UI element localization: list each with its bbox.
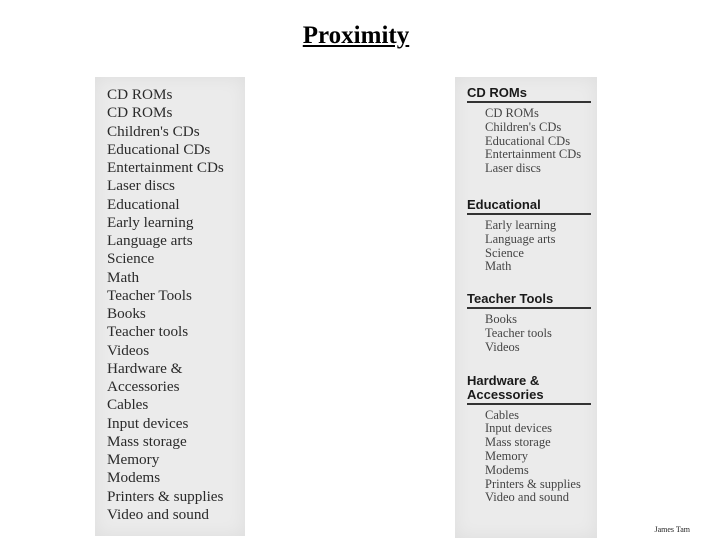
flat-menu-item: Laser discs [107,177,175,195]
group-item: Mass storage [485,435,551,450]
group-item: Laser discs [485,161,541,176]
group-heading: Educational [467,198,591,215]
group-heading: Hardware & Accessories [467,374,591,405]
group-item: Printers & supplies [485,476,581,491]
flat-menu-item: Teacher Tools [107,286,192,304]
group-item: Early learning [485,217,557,232]
flat-menu-item: Entertainment CDs [107,159,224,176]
flat-menu-item: Children's CDs [107,122,200,140]
flat-menu-item: Educational [107,195,180,213]
flat-menu-item: Memory [107,451,160,468]
group-items [465,107,597,176]
group-item: Cables [485,407,520,422]
group-items [465,409,597,506]
flat-menu-item: Books [107,305,146,322]
flat-menu-item: Math [107,268,140,286]
flat-menu-item: CD ROMs [107,104,173,122]
group-item: Educational CDs [485,133,571,148]
menu-group-hardware [455,355,597,506]
group-heading: CD ROMs [467,86,591,103]
group-heading: Teacher Tools [467,292,591,309]
flat-menu-scan [95,77,245,536]
flat-menu-item: Printers & supplies [107,487,224,505]
menu-group-cd-roms [455,77,597,176]
author-credit: James Tam [654,525,690,534]
group-item: Teacher tools [485,325,552,340]
group-items [465,219,597,274]
group-item: Science [485,245,524,260]
slide-title: Proximity [302,22,410,49]
group-item: Memory [485,448,529,463]
grouped-menu-scan [455,77,597,538]
group-item: Books [485,312,517,327]
flat-menu-item: Accessories [107,378,180,395]
flat-menu-item: Input devices [107,414,189,432]
group-item: Video and sound [485,490,569,505]
flat-menu-list [95,77,245,524]
group-item: Language arts [485,231,556,246]
flat-menu-item: CD ROMs [107,86,173,103]
flat-menu-item: Modems [107,469,161,487]
group-item: Children's CDs [485,119,562,134]
menu-group-educational [455,176,597,274]
flat-menu-item: Educational CDs [107,140,211,158]
group-item: Input devices [485,421,552,436]
flat-menu-item: Early learning [107,213,194,231]
flat-menu-item: Mass storage [107,432,187,450]
group-items [465,313,597,354]
flat-menu-item: Video and sound [107,505,210,523]
flat-menu-item: Cables [107,396,149,414]
group-item: Entertainment CDs [485,147,582,162]
group-item: CD ROMs [485,106,539,120]
flat-menu-item: Science [107,250,155,268]
flat-menu-item: Language arts [107,232,193,249]
group-item: Modems [485,462,529,477]
flat-menu-item: Teacher tools [107,323,189,341]
group-item: Videos [485,339,520,354]
flat-menu-item: Hardware & [107,359,183,377]
menu-group-teacher-tools [455,274,597,354]
flat-menu-item: Videos [107,341,150,359]
group-item: Math [485,259,512,274]
